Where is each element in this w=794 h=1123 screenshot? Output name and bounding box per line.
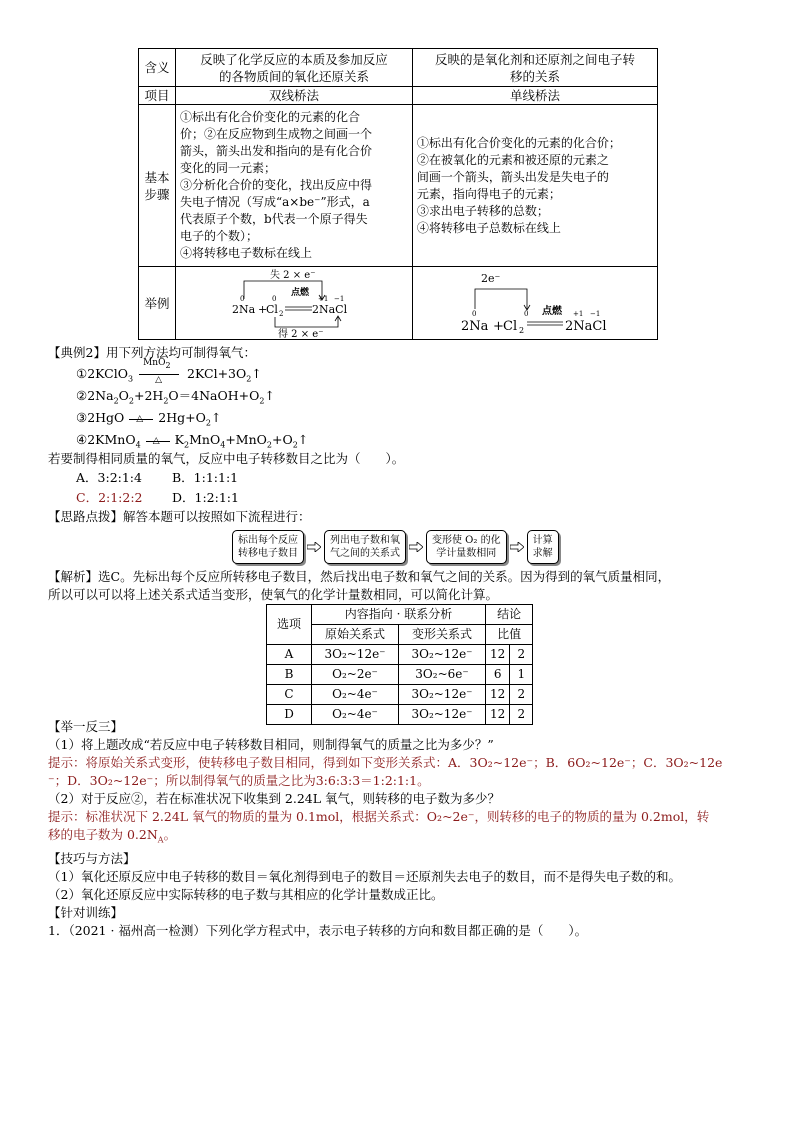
flow-step-3 — [426, 530, 507, 564]
steps-single — [412, 105, 657, 267]
flow-step-1 — [232, 530, 304, 564]
condition-ignite: 点燃 — [541, 306, 562, 317]
formula: 2Hg+O — [158, 410, 206, 425]
gas-arrow: ↑ — [210, 410, 222, 425]
condition-ignite: 点燃 — [290, 288, 309, 298]
product-nacl: 2NaCl — [564, 319, 607, 334]
cell-ratio-2: 2 — [510, 685, 533, 705]
formula: K — [174, 432, 185, 447]
text-line: 计算 — [532, 535, 553, 546]
text-line: 【解析】选C。先标出每个反应所转移电子数目，然后找出电子数和氧气之间的关系。因为得到的氧气质量相同， — [48, 569, 671, 584]
subscript: 2 — [113, 396, 119, 406]
text-line: 反映了化学反应的本质及参加反应 — [200, 51, 388, 67]
cl-subscript: 2 — [278, 310, 284, 318]
tip-1: （1）氧化还原反应中电子转移的数目＝氧化剂得到电子的数目＝还原剂失去电子的数目，而不是得失电子数的和。 — [48, 868, 681, 884]
plus-sign: + — [492, 319, 504, 334]
extension-heading: 【举一反三】 — [48, 719, 124, 734]
hint-heading: 【思路点拨】解答本题可以按照如下流程进行： — [48, 509, 311, 524]
extension-q1: （1）将上题改成“若反应中电子转移数目相同，则制得氧气的质量之比为多少？” — [48, 737, 494, 752]
example2-question: 若要制得相同质量的氧气，反应中电子转移数目之比为（ ）。 — [48, 451, 405, 466]
text-line: ③求出电子转移的总数； — [416, 203, 549, 218]
equals-line — [129, 419, 153, 420]
gas-arrow: ↑ — [251, 366, 262, 381]
text-line: 转移电子数目 — [238, 548, 298, 559]
formula: MnO — [189, 432, 221, 447]
heat-symbol: △ — [136, 413, 144, 424]
option-a: A．3:2:1:4 — [76, 470, 142, 485]
row-item — [139, 87, 658, 105]
cell-ratio-2: 1 — [510, 665, 533, 685]
double-bridge-diagram — [178, 267, 410, 339]
text-line: 基本 — [144, 169, 170, 185]
flow-chart — [232, 529, 559, 565]
header-option: 选项 — [267, 605, 312, 645]
formula: ②2Na — [76, 388, 114, 403]
text-line: 元素，指向得电子的元素； — [416, 186, 561, 201]
extension-section — [48, 718, 722, 940]
text-span: 移的电子数为 0.2N — [48, 827, 158, 842]
label-steps — [139, 105, 176, 267]
extension-q2: （2）对于反应②，若在标准状况下收集到 2.24L 氧气，则转移的电子数为多少？ — [48, 791, 501, 806]
heat-symbol: △ — [152, 435, 160, 446]
gas-arrow: ↑ — [264, 388, 275, 403]
extension-hint2: 提示：标准状况下 2.24L 氧气的物质的量为 0.1mol，根据关系式：O₂~2e⁻，则转移的电子的物质的量为 0.2mol，转 — [48, 809, 710, 824]
header-ratio: 比值 — [486, 625, 533, 645]
row-example — [139, 267, 658, 340]
extension-hint1-cont: ⁻；D．3O₂~12e⁻；所以制得氧气的质量之比为3:6:3:3＝1:2:1:1。 — [48, 773, 430, 788]
header-original: 原始关系式 — [312, 625, 399, 645]
label-item: 项目 — [139, 87, 176, 105]
subscript: A — [157, 835, 164, 845]
extension-hint2-cont — [48, 826, 722, 850]
text-line: 电子的个数）； — [180, 229, 259, 243]
cell-original: O₂~2e⁻ — [312, 665, 399, 685]
arrow-right-icon — [409, 542, 423, 552]
text-line: 学计量数相同 — [436, 548, 497, 559]
subscript: 3 — [127, 374, 134, 384]
text-line: 所以可以可以将上述关系式适当变形，使氧气的化学计量数相同，可以简化计算。 — [48, 587, 499, 602]
comparison-table — [138, 48, 658, 340]
flow-step-4 — [527, 530, 559, 564]
text-line: 气之间的关系式 — [330, 548, 400, 559]
formula: +MnO — [225, 432, 267, 447]
text-line: ①标出有化合价变化的元素的化合价； — [416, 135, 621, 150]
subscript: 2 — [205, 418, 211, 428]
text-line: 间画一个箭头，箭头出发是失电子的 — [416, 169, 609, 184]
cl-subscript: 2 — [518, 326, 525, 335]
cell-option: D — [267, 705, 312, 725]
meaning-double — [176, 49, 413, 87]
item-double: 双线桥法 — [176, 87, 413, 105]
cell-original: 3O₂~12e⁻ — [312, 645, 399, 665]
text-line: 求解 — [532, 548, 553, 559]
gas-arrow: ↑ — [297, 432, 309, 447]
cell-transformed: 3O₂~12e⁻ — [399, 685, 486, 705]
text-line: 移的关系 — [509, 68, 560, 84]
reactant-cl: Cl — [502, 319, 518, 334]
reaction-3 — [48, 406, 404, 428]
option-c: C．2:1:2:2 — [76, 490, 143, 505]
text-line: 步骤 — [144, 186, 170, 202]
text-line: 列出电子数和氧 — [330, 535, 400, 546]
text-line: 变形使 O₂ 的化 — [432, 535, 501, 546]
cell-original: O₂~4e⁻ — [312, 705, 399, 725]
cell-ratio-2: 2 — [510, 645, 533, 665]
cell-ratio-1: 6 — [486, 665, 510, 685]
subscript: 2 — [165, 360, 171, 370]
header-transformed: 变形关系式 — [399, 625, 486, 645]
label-example: 举例 — [139, 267, 176, 340]
gain-bridge-line — [275, 317, 338, 327]
formula: ①2KClO — [76, 366, 128, 381]
cell-ratio-1: 12 — [486, 705, 510, 725]
analysis — [48, 568, 670, 604]
example-single — [412, 267, 657, 340]
text-line: 的各物质间的氧化还原关系 — [218, 68, 369, 84]
heat-condition — [128, 412, 154, 426]
catalyst: MnO — [143, 357, 166, 368]
text-line: 代表原子个数，b代表一个原子得失 — [180, 212, 368, 226]
heat-symbol: △ — [155, 374, 162, 385]
relation-table — [266, 604, 533, 725]
text-line: ③分析化合价的变化，找出反应中得 — [180, 178, 373, 192]
text-line: ②在被氧化的元素和被还原的元素之 — [416, 152, 609, 167]
subscript: 4 — [220, 440, 226, 450]
example-double — [176, 267, 413, 340]
text-line: ④将转移电子总数标在线上 — [416, 220, 561, 235]
formula: O＝4NaOH+O — [168, 388, 260, 403]
formula: ③2HgO — [76, 410, 125, 425]
option-b: B．1:1:1:1 — [172, 470, 239, 485]
cell-transformed: 3O₂~6e⁻ — [399, 665, 486, 685]
cell-option: B — [267, 665, 312, 685]
subscript: 2 — [266, 440, 272, 450]
cell-transformed: 3O₂~12e⁻ — [399, 705, 486, 725]
item-single: 单线桥法 — [412, 87, 657, 105]
text-line: 标出每个反应 — [238, 535, 298, 546]
valence-cl-product: −1 — [333, 295, 345, 303]
formula: +2H — [134, 388, 164, 403]
label-meaning: 含义 — [139, 49, 176, 87]
cell-ratio-1: 12 — [486, 645, 510, 665]
example2-heading: 【典例2】用下列方法均可制得氧气： — [48, 345, 256, 360]
options-row-2 — [48, 488, 404, 508]
formula: +O — [271, 432, 293, 447]
header-row — [267, 605, 533, 625]
cell-ratio-2: 2 — [510, 705, 533, 725]
option-d: D．1:2:1:1 — [172, 490, 239, 505]
tips-heading: 【技巧与方法】 — [48, 850, 136, 866]
subscript: 2 — [128, 396, 134, 406]
valence-na-product: +1 — [317, 295, 329, 303]
text-line: ①标出有化合价变化的元素的化合 — [180, 110, 361, 124]
text-span: 。 — [163, 827, 177, 842]
valence-na-product: +1 — [572, 310, 584, 318]
cell-option: A — [267, 645, 312, 665]
text-line: ④将转移电子数标在线上 — [180, 246, 313, 260]
table-row — [267, 645, 533, 665]
subscript: 2 — [292, 440, 298, 450]
cell-original: O₂~4e⁻ — [312, 685, 399, 705]
flow-step-2 — [324, 530, 406, 564]
single-bridge-line — [475, 289, 527, 309]
subscript: 2 — [163, 396, 169, 406]
equals-line — [146, 441, 170, 442]
header-content: 内容指向 · 联系分析 — [312, 605, 486, 625]
valence-cl: 0 — [523, 310, 529, 318]
reactant-na: 2Na — [231, 303, 256, 316]
table-row — [267, 665, 533, 685]
reactant-na: 2Na — [460, 319, 489, 334]
reaction-2 — [48, 384, 404, 406]
formula: ④2KMnO — [76, 432, 136, 447]
arrow-right-icon — [307, 542, 321, 552]
subscript: 4 — [135, 440, 141, 450]
example2-section — [48, 344, 404, 526]
steps-double — [176, 105, 413, 267]
subscript: 2 — [259, 396, 265, 406]
single-bridge-diagram — [415, 267, 655, 339]
training-heading: 【针对训练】 — [48, 904, 124, 920]
row-meaning — [139, 49, 658, 87]
header-conclusion: 结论 — [486, 605, 533, 625]
valence-cl-product: −1 — [589, 310, 601, 318]
row-steps — [139, 105, 658, 267]
training-q1: 1．（2021 · 福州高一检测）下列化学方程式中，表示电子转移的方向和数目都正确的是（ ）。 — [48, 922, 588, 938]
catalyst-condition — [137, 357, 183, 385]
lose-electron-label: 失 2 × e⁻ — [269, 270, 316, 281]
product-nacl: 2NaCl — [311, 303, 348, 316]
cell-ratio-1: 12 — [486, 685, 510, 705]
text-line: 反映的是氧化剂和还原剂之间电子转 — [434, 51, 635, 67]
text-line: 价；②在反应物到生成物之间画一个 — [180, 127, 373, 141]
cell-transformed: 3O₂~12e⁻ — [399, 645, 486, 665]
text-line: 箭头，箭头出发和指向的是有化合价 — [180, 144, 373, 158]
plus-sign: + — [257, 303, 268, 316]
table-row — [267, 685, 533, 705]
valence-na: 0 — [471, 310, 477, 318]
formula: O — [118, 388, 129, 403]
valence-cl: 0 — [271, 295, 277, 303]
lose-bridge-line — [244, 281, 322, 299]
reaction-1 — [48, 357, 404, 385]
text-line: 变化的同一元素； — [180, 161, 277, 175]
text-line: 失电子情况（写成“a×be⁻”形式，a — [180, 195, 370, 209]
formula: 2KCl+3O — [187, 366, 247, 381]
extension-hint1: 提示：将原始关系式变形，使转移电子数目相同，得到如下变形关系式：A．3O₂~12e⁻；B．6O₂~12e⁻；C．3O₂~12e — [48, 755, 723, 770]
subscript: 2 — [246, 374, 252, 384]
catalyst-label — [143, 358, 170, 371]
cell-option: C — [267, 685, 312, 705]
subscript: 2 — [184, 440, 190, 450]
options-row-1 — [48, 468, 404, 488]
reactant-cl: Cl — [265, 303, 278, 316]
tip-2: （2）氧化还原反应中实际转移的电子数与其相应的化学计量数成正比。 — [48, 886, 444, 902]
valence-na: 0 — [239, 295, 245, 303]
meaning-single — [412, 49, 657, 87]
heat-condition — [145, 434, 171, 448]
gain-electron-label: 得 2 × e⁻ — [277, 329, 324, 339]
electron-count: 2e⁻ — [480, 272, 501, 285]
arrow-right-icon — [510, 542, 524, 552]
reaction-4 — [48, 428, 404, 450]
